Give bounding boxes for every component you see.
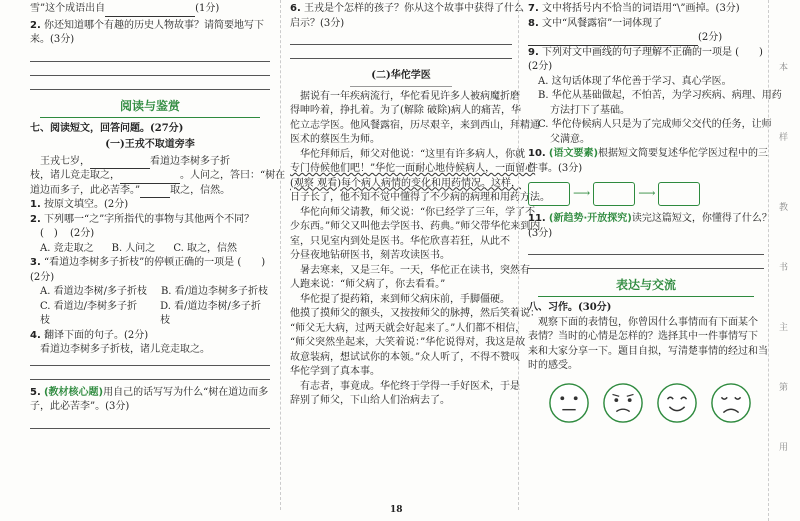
happy-face-icon [656,382,698,424]
column-right: 7. 文中将括号内不恰当的词语用“\”画掉。(3分) 8. 文中“风餐露宿”一词体现了 (2分) 9. 下列对文中画线的句子理解不正确的一项是 ( ) (2分) A. 这句话体现了华佗善于学习、真心学医。 B. 华佗从基础做起，不怕苦，为学习疾病、病理、用药 方法打下了基础。 C. 华佗侍候病人只是为了完成师父交代的任务，让师 父满意。 10. (语文要素)根据短文简要复述华佗学医过程中的三 件事。(3分) ⟶ ⟶ 11. (新趋势·开放探究)读完这篇短文，你懂得了什么？ (3分) 表达与交流 八、习作。(30分) 观察下面的表情包，你曾因什么事情而有下面某个 表情？当时的心情是怎样的？选择其中一件事情写下 来和大家分享一下。题目自拟，写清楚事情的经过和当 时的感受。 [528,2,764,424]
question-heading: 七、阅读短文，回答问题。(27分) [30,122,184,134]
neutral-face-icon [548,382,590,424]
options [30,242,270,257]
option-b[interactable]: B. 人问之 [111,242,156,254]
q1-tail-text: 雪”这个成语出自 [30,3,106,14]
option-a[interactable]: A. 这句话体现了华佗善于学习、真心学医。 [538,75,732,87]
option-d[interactable]: D. 看/道边李树/多子折枝 [160,300,261,327]
passage-title: (二)华佗学医 [371,70,431,81]
column-middle: 6. 王戎是个怎样的孩子？你从这个故事中获得了什么 启示？(3分) (二)华佗学医 据说有一年疾病流行，华佗看见许多人被病魔折磨 得呻吟着，挣扎着。为了(解除 破除)病人的痛苦，华 佗立志学医。他风餐露宿，历尽艰辛，来到西山，拜精通 医术的蔡医生为师。 华佗拜师后，师父对他说：“这里有许多病人，你就 专门侍候他们吧！”华佗一面耐心地侍候病人，一面留心 (观察 观看)每个病人病情的变化和用药情况。这样， 日子长了，他不知不觉中懂得了不少病的病理和用药方法。 华佗向师父请教，师父说：“你已经学了三年，学了不 少东西。”师父又叫他去学医书、药典。”师父带华佗来到内 室，只见室内到处是医书。华佗欣喜若狂，从此不 分昼夜地钻研医书，刻苦攻读医书。 暑去寒来，又是三年。一天，华佗正在读书，突然有 人跑来说：“师父病了，你去看看。” 华佗提了提药箱，来到师父病床前，手脚僵硬。 他摸了摸师父的额头，又按按师父的脉搏，然后笑着说： “师父无大病，过两天就会好起来了。”人们都不相信， “师父突然坐起来，大笑着说：”华佗说得对，我这是故 故意装病，想试试你的本领。”众人听了，不得不赞叹 华佗学到了真本事。 有志者，事竟成。华佗终于学得一手好医术，于是 辞别了师父，下山给人们治病去了。 [290,3,550,406]
answer-line[interactable] [30,60,270,62]
answer-line[interactable] [30,378,270,380]
answer-box[interactable] [528,182,570,206]
answer-box[interactable] [593,182,635,206]
answer-line[interactable] [30,364,270,366]
answer-line[interactable] [290,43,512,45]
option-a[interactable]: A. 看道边李树/多子折枝 [40,286,147,298]
page-number: 18 [390,505,403,515]
option-c[interactable]: C. 华佗侍候病人只是为了完成师父交代的任务，让师 [538,119,772,130]
arrow-right-icon: ⟶ [638,186,656,201]
column-left: 雪”这个成语出自 (1分) 2. 你还知道哪个有趣的历史人物故事？请简要地写下 来。(3分) 阅读与鉴赏 七、阅读短文，回答问题。(27分) (一)王戎不取道旁李 王戎七岁， 看道边李树多子折 枝，诸儿竞走取之， 。人问之，答曰：“树在 道边而多子，此必苦李。” 取之，信然。 1. 按原文填空。(2分) 2. 下列哪一“之”字所指代的事物与其他两个不同？ ( ) (2分) A. 竞走取之 B. 人问之 C. 取之，信然 3. “看道边李树多子折枝”的停顿正确的一项是 ( ) (2分) A. 看道边李树/多子折枝 B. 看/道边李树多子折枝 C. 看道边/李树多子折枝 D. 看/道边李树/多子折枝 4. 翻译下面的句子。(2分) 看道边李树多子折枝，诸儿竞走取之。 5. (教材核心题)用自己的话写写为什么“树在道边而多 子，此必苦李”。(3分) [30,2,270,429]
question-heading: 八、习作。(30分) [528,302,612,314]
answer-line[interactable] [528,267,764,269]
sequence-boxes [528,182,764,206]
emoji-faces [528,382,764,424]
passage-title: (一)王戎不取道旁李 [105,139,195,151]
open-inquiry-tag: (新趋势·开放探究) [548,213,632,224]
option-a[interactable]: A. 竞走取之 [40,242,94,254]
answer-blank[interactable] [140,197,170,198]
sad-face-icon [710,382,752,424]
core-question-tag: (教材核心题) [43,386,104,398]
section-title: 表达与交流 [615,278,676,292]
answer-line[interactable] [290,57,512,59]
answer-line[interactable] [30,427,270,429]
side-tab: 本 样 教 书 主 第 用 [768,0,800,521]
worried-face-icon [602,382,644,424]
answer-blank[interactable] [105,16,195,17]
answer-line[interactable] [528,253,764,255]
option-b[interactable]: B. 华佗从基础做起，不怕苦，为学习疾病、病理、用药 [538,90,782,101]
option-c[interactable]: C. 看道边/李树多子折枝 [40,300,138,327]
answer-line[interactable] [30,74,270,76]
arrow-right-icon: ⟶ [573,186,591,201]
language-element-tag: (语文要素) [548,148,599,159]
option-b[interactable]: B. 看/道边李树多子折枝 [160,286,269,298]
option-c[interactable]: C. 取之，信然 [173,242,237,254]
section-title: 阅读与鉴赏 [119,98,180,113]
answer-box[interactable] [658,182,700,206]
answer-line[interactable] [30,88,270,90]
